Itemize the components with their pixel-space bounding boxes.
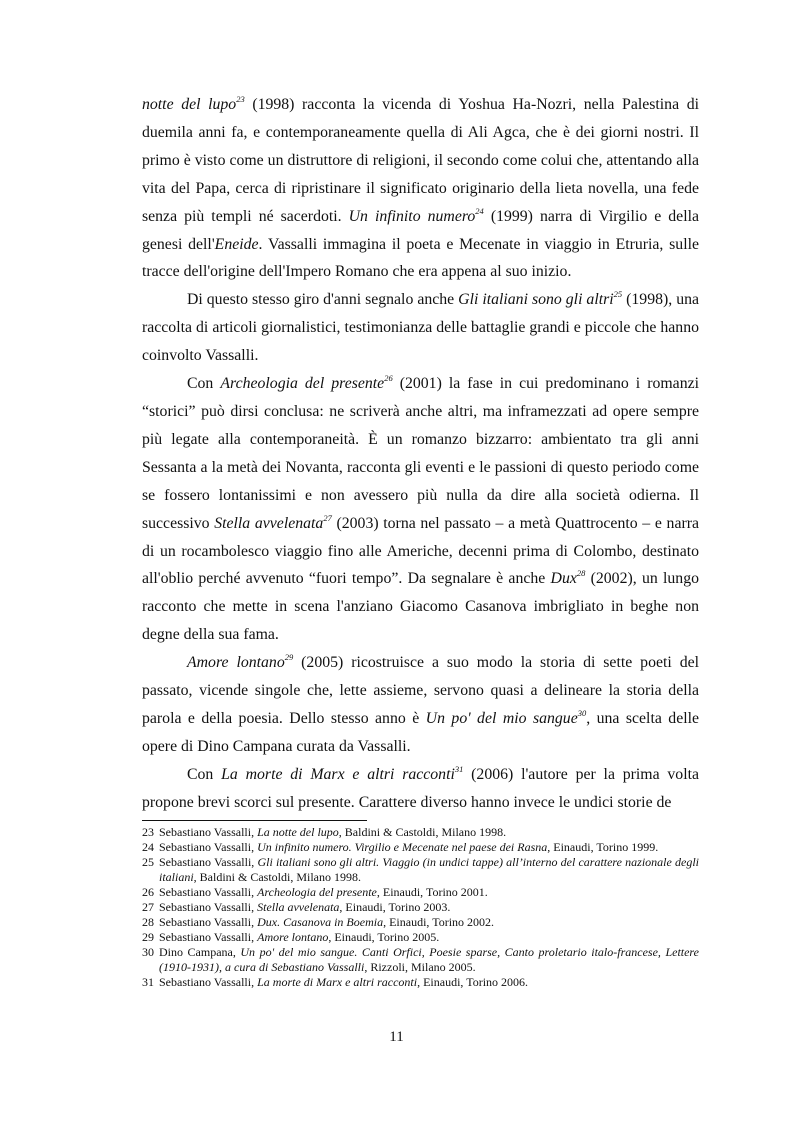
italic-title: Un infinito numero (348, 207, 476, 225)
text-run: (1999) narra di Virgilio e della genesi dell' (142, 207, 699, 253)
footnote-text (159, 885, 699, 900)
italic-title: La morte di Marx e altri racconti (257, 975, 418, 989)
text-run: Sebastiano Vassalli, (159, 930, 258, 944)
italic-title: notte del lupo (142, 96, 237, 113)
text-run: Con (187, 375, 221, 393)
text-run: , una scelta delle opere di Dino Campana curata da Vassalli. (142, 709, 699, 755)
text-run: Sebastiano Vassalli, (159, 900, 258, 914)
text-run: Di questo stesso giro d'anni segnalo anche (187, 291, 459, 309)
footnote-number: 25 (142, 855, 154, 869)
italic-title: Gli italiani sono gli altri (458, 291, 614, 309)
footnote (142, 900, 699, 915)
text-run: (2005) ricostruisce a suo modo la storia di sette poeti del passato, vicende singole che, lette assieme, servono quasi a delineare la storia della parola e della poesia. Dello stesso anno è (142, 654, 699, 727)
footnote-number: 28 (142, 915, 154, 929)
footnote-number: 24 (142, 840, 154, 854)
text-run: (2001) la fase in cui predominano i romanzi “storici” può dirsi conclusa: ne scriverà anche altri, ma inframezzati ad opere sempre più legate alla contemporaneità. È un romanzo bizzarro: ambientato tra gli anni Sessanta a la metà dei Novanta, racconta gli eventi e le passioni di questo periodo come se fossero lontanissimi e non avessero più nulla da dire alla società odierna. Il successivo (142, 375, 699, 532)
italic-title: Stella avvelenata (257, 900, 340, 914)
text-run: , Rizzoli, Milano 2005. (364, 960, 476, 974)
text-run: , Baldini & Castoldi, Milano 1998. (193, 870, 362, 884)
italic-title: Eneide (214, 235, 259, 253)
footnote (142, 855, 699, 885)
text-run: , Einaudi, Torino 1999. (547, 840, 659, 854)
text-run: , Einaudi, Torino 2003. (339, 900, 451, 914)
footnote-number: 31 (142, 975, 154, 989)
footnote-ref: 25 (613, 289, 623, 300)
footnote (142, 975, 699, 990)
text-run: (2006) l'autore per la prima volta propone brevi scorci sul presente. Carattere diverso hanno invece le undici storie de (142, 765, 699, 811)
italic-title: Amore lontano (187, 654, 285, 672)
italic-title: Un po' del mio sangue (425, 709, 578, 727)
footnote-ref: 24 (475, 205, 484, 216)
footnote-ref: 23 (236, 94, 245, 104)
text-run: (2003) torna nel passato – a metà Quattrocento – e narra di un rocambolesco viaggio fino alle Americhe, decenni prima di Colombo, destinato all'oblio perché avvenuto “fuori tempo”. Da segnalare è anche (142, 514, 699, 588)
footnote (142, 840, 699, 855)
footnote-ref: 28 (576, 568, 586, 579)
footnotes (142, 825, 699, 990)
footnote (142, 930, 699, 945)
italic-title: Archeologia del presente (220, 375, 385, 393)
paragraph-4 (142, 649, 699, 761)
footnote (142, 885, 699, 900)
text-run: (1998), una raccolta di articoli giornalistici, testimonianza delle battaglie grandi e piccole che hanno coinvolto Vassalli. (142, 291, 699, 365)
text-run: , Einaudi, Torino 2002. (383, 915, 495, 929)
text-run: (1998) racconta la vicenda di Yoshua Ha-Nozri, nella Palestina di duemila anni fa, e contemporaneamente quella di Ali Agca, che è dei giorni nostri. Il primo è visto come un distruttore di religioni, il secondo come colui che, attentando alla vita del Papa, cerca di ripristinare il significato originario della lieta novella, una fede senza più templi né sacerdoti. (142, 96, 699, 225)
footnote-ref: 26 (384, 373, 393, 384)
footnote-text (159, 840, 699, 855)
text-run: Sebastiano Vassalli, (159, 825, 258, 839)
text-run: , Baldini & Castoldi, Milano 1998. (338, 825, 507, 839)
text-run: Con (187, 765, 222, 783)
italic-title: La morte di Marx e altri racconti (221, 765, 455, 783)
footnote-ref: 27 (323, 512, 332, 523)
paragraph-5 (142, 761, 699, 817)
footnote-number: 27 (142, 900, 154, 914)
page-number: 11 (389, 1029, 404, 1045)
footnote-text (159, 930, 699, 945)
footnote-text (159, 945, 699, 975)
italic-title: Gli italiani sono gli altri. Viaggio (in undici tappe) all’interno del carattere nazionale degli italiani (159, 855, 699, 884)
text-run: , Einaudi, Torino 2005. (328, 930, 440, 944)
footnote-text (159, 900, 699, 915)
footnote-text (159, 825, 699, 840)
italic-title: Dux. Casanova in Boemia (257, 915, 384, 929)
text-run: Sebastiano Vassalli, (159, 855, 258, 869)
footnote-number: 26 (142, 885, 154, 899)
footnote-text (159, 855, 699, 885)
paragraph-2 (142, 286, 699, 370)
italic-title: Stella avvelenata (214, 514, 324, 532)
text-run: . Vassalli immagina il poeta e Mecenate in viaggio in Etruria, sulle tracce dell'origine dell'Impero Romano che era appena al suo inizio. (142, 235, 699, 281)
italic-title: La notte del lupo (257, 825, 339, 839)
footnote (142, 945, 699, 975)
footnote-ref: 30 (577, 707, 587, 718)
footnote-text (159, 915, 699, 930)
paragraph-1 (142, 91, 699, 286)
footnote (142, 825, 699, 840)
footnote-ref: 29 (284, 652, 294, 663)
footnote-number: 30 (142, 945, 154, 959)
text-run: Sebastiano Vassalli, (159, 915, 258, 929)
text-run: Sebastiano Vassalli, (159, 975, 258, 989)
italic-title: Un po' del mio sangue. Canti Orfici, Poesie sparse, Canto proletario italo-francese, Lettere (1910-1931), a cura di Sebastiano Vassalli (159, 945, 699, 974)
italic-title: Amore lontano (257, 930, 329, 944)
text-run: Sebastiano Vassalli, (159, 885, 258, 899)
footnote-ref: 31 (454, 763, 464, 774)
footnote-separator (142, 820, 367, 821)
footnote-number: 29 (142, 930, 154, 944)
text-run: Dino Campana, (159, 945, 241, 959)
italic-title: Un infinito numero. Virgilio e Mecenate nel paese dei Rasna (257, 840, 548, 854)
text-run: (2002), un lungo racconto che mette in scena l'anziano Giacomo Casanova imbrigliato in beghe non degne della sua fama. (142, 570, 699, 644)
text-run: , Einaudi, Torino 2006. (417, 975, 529, 989)
footnote (142, 915, 699, 930)
text-run: , Einaudi, Torino 2001. (376, 885, 488, 899)
italic-title: Dux (550, 570, 577, 588)
text-run: Sebastiano Vassalli, (159, 840, 258, 854)
page-body (142, 91, 699, 817)
footnote-number: 23 (142, 825, 154, 839)
italic-title: Archeologia del presente (257, 885, 377, 899)
paragraph-3 (142, 370, 699, 649)
footnote-text (159, 975, 699, 990)
